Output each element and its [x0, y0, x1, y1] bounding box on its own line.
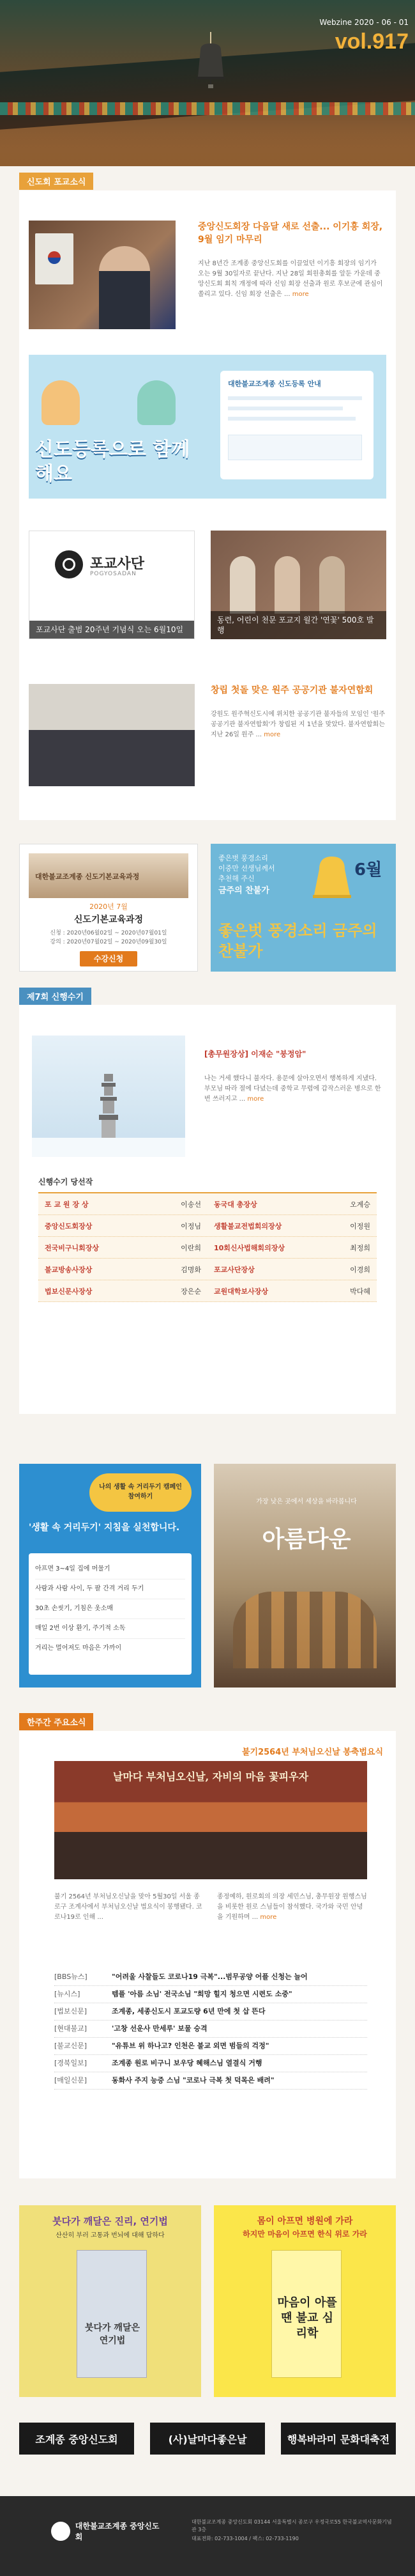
news-source: [불교신문]	[54, 2042, 87, 2050]
nominee-award: 불교방송사장상	[45, 1265, 93, 1274]
hymn-big-title: 좋은벗 풍경소리 금주의 찬불가	[218, 921, 377, 960]
signup-card	[220, 371, 374, 479]
nominee-cell	[38, 1264, 207, 1275]
campaign-item: 30초 손씻기, 기침은 옷소매	[35, 1599, 185, 1619]
nominee-award: 포 교 원 장 상	[45, 1200, 89, 1209]
news-main-photo[interactable]	[54, 1761, 367, 1879]
course-image-label: 대한불교조계종 신도기본교육과정	[35, 873, 140, 881]
campaign-item: 거리는 멀어져도 마음은 가까이	[35, 1645, 122, 1652]
nominee-row	[38, 1259, 377, 1280]
nominee-cell	[38, 1243, 207, 1253]
nominee-cell	[207, 1243, 377, 1253]
promo-lotus[interactable]	[211, 531, 386, 639]
promo-left-caption: 포교사단 출범 20주년 기념식 오는 6월10일	[29, 621, 194, 639]
contest-image	[32, 1036, 185, 1157]
footer-org-name: 대한불교조계종 중앙신도회	[75, 2522, 160, 2541]
book2-cover-title: 마음이 아플 땐 불교 심리학	[277, 2296, 337, 2340]
book1-cover-title: 붓다가 깨달은 연기법	[84, 2323, 140, 2346]
pogyosadan-logo-text: 포교사단	[90, 556, 145, 572]
nominee-row	[38, 1215, 377, 1237]
nominee-award: 전국비구니회장상	[45, 1243, 100, 1252]
section-tag-weekly: 한주간 주요소식	[19, 1713, 93, 1730]
hymn-banner[interactable]	[211, 844, 396, 972]
nominee-award: 동국대 총장상	[214, 1200, 257, 1209]
book1-cover	[77, 2250, 147, 2378]
news-list-item[interactable]	[54, 2055, 367, 2072]
campaign-item: 사람과 사람 사이, 두 팔 간격 거리 두기	[35, 1579, 185, 1599]
news-main-body-left: 불기 2564년 부처님오신날을 맞아 5월30일 서울 종로구 조계사에서 부처님오신날 법요식이 봉행됐다. 코로나19로 인해 ...	[54, 1893, 202, 1921]
distancing-campaign[interactable]	[19, 1464, 201, 1688]
article1-title[interactable]: 중앙신도회장 다음달 새로 선출... 이기흥 회장, 9월 임기 마무리	[198, 222, 383, 245]
nominee-award: 법보신문사장상	[45, 1287, 93, 1296]
news-list-item[interactable]	[54, 2003, 367, 2021]
nominee-name: 최정희	[350, 1243, 370, 1252]
nominee-name: 이정님	[181, 1222, 201, 1230]
vol-number: vol.917	[335, 29, 409, 54]
footer-contact: 대표전화: 02-733-1004 / 팩스: 02-733-1190	[192, 2536, 299, 2541]
speaker-figure	[99, 246, 150, 329]
news-list-item[interactable]	[54, 1969, 367, 1986]
nominee-name: 이경희	[350, 1265, 370, 1274]
course-apply-button[interactable]: 수강신청	[80, 951, 137, 966]
campaign-box	[29, 1553, 192, 1675]
article2-title[interactable]: 창립 첫돌 맞은 원주 공공기관 불자연합회	[211, 685, 374, 695]
book2-headline1: 몸이 아프면 병원에 가라	[257, 2216, 353, 2226]
poster-sub: 가장 낮은 곳에서 세상을 바라봅니다	[256, 1498, 357, 1505]
news-headline[interactable]: "어려울 사찰들도 코로나19 극복"...범무공양 어플 신청는 늘어	[112, 1973, 308, 1981]
article1-body	[198, 259, 383, 310]
news-main-title[interactable]: 불기2564년 부처님오신날 봉축법요식	[241, 1748, 383, 1757]
nominee-cell	[38, 1286, 207, 1296]
news-source: [매일신문]	[54, 2076, 87, 2084]
book1-headline2: 산산히 부러 고통과 번뇌에 대해 답하다	[56, 2232, 165, 2239]
article1-more-link[interactable]: more	[292, 291, 309, 298]
nominee-row	[38, 1237, 377, 1259]
news-list-item[interactable]	[54, 2021, 367, 2038]
news-list	[54, 1969, 367, 2090]
news-main-text-right: 종정예하, 원로회의 의장 세민스님, 총무원장 원행스님을 비롯한 원로 스님들이 참석했다. 국가와 국민 안녕을 기원하며 ...	[217, 1893, 367, 1921]
contest-text: 나는 거세 했다니 불자다. 용문에 살아오면서 행복하게 지냈다. 부모님 따라 절에 다녔는데 중학교 무렵에 갑작스러운 병으로 한 번 쓰러지고 ...	[204, 1075, 381, 1103]
mascot-right	[137, 380, 176, 425]
article1-text: 지난 8년간 조계종 중앙신도회를 이끌었던 이기흥 회장의 임기가 오는 9월 30일자로 끝난다. 지난 28일 회원총회를 앞둔 가운데 중앙신도회 회칙 개정에 따라 신임 회장 선출과 원로 후보군에 관심이 쏠리고 있다. 신임 회장 선출은 ...	[198, 260, 383, 298]
footer-button-sindohoe[interactable]: 조계종 중앙신도회	[19, 2423, 134, 2455]
news-headline[interactable]: 조계종 원로 비구니 보우당 혜해스님 열결식 거행	[112, 2059, 262, 2067]
news-source: [법보신문]	[54, 2007, 87, 2015]
campaign-item: 아프면 3~4일 집에 머물기	[35, 1560, 185, 1579]
nominee-cell	[207, 1221, 377, 1231]
news-headline[interactable]: 템플 '아름 소님' 전국소님 "희망 힐지 청으면 시련도 소중"	[112, 1990, 292, 1998]
footer-logo-icon	[51, 2522, 70, 2541]
course-title: 신도기본교육과정	[73, 915, 144, 925]
signup-card-text: 대한불교조계종 신도등록 안내	[228, 380, 321, 388]
nominee-row	[38, 1280, 377, 1302]
movie-poster[interactable]	[214, 1464, 396, 1688]
news-main-banner: 날마다 부처님오신날, 자비의 마음 꽃피우자	[112, 1771, 309, 1783]
news-list-item[interactable]	[54, 2038, 367, 2055]
section-tag-news: 신도회 포교소식	[19, 173, 93, 190]
course-schedule2: 강의 : 2020년07월02일 ~ 2020년09월30일	[50, 939, 167, 945]
campaign-headline: '생활 속 거리두기' 지침을 실천합니다.	[29, 1523, 180, 1533]
signup-title: 신도등록으로 함께해요	[35, 438, 190, 485]
nominee-name: 김명화	[181, 1265, 201, 1274]
pagoda-strip	[0, 128, 415, 166]
nominee-cell	[207, 1286, 377, 1296]
news-main-more-link[interactable]: more	[260, 1914, 277, 1921]
nominee-award: 포교사단장상	[214, 1265, 255, 1274]
article2-text: 강원도 원주혁신도시에 위치한 공공기관 불자들의 모임인 '원주 공공기관 불자연합회'가 창립된 지 1년을 맞았다. 불자연합회는 지난 26일 원주 ...	[211, 711, 385, 738]
nominee-cell	[207, 1199, 377, 1209]
course-year: 2020년 7월	[89, 903, 128, 911]
nominee-name: 장은순	[181, 1287, 201, 1296]
roof-dancheong	[0, 102, 415, 115]
nominee-cell	[207, 1264, 377, 1275]
article2-body	[211, 710, 386, 786]
news-source: [경북일보]	[54, 2059, 87, 2067]
nominee-name: 오계승	[350, 1200, 370, 1209]
pogyosadan-logo-icon	[55, 550, 83, 578]
news-headline[interactable]: '고창 선운사 만세루' 보물 승격	[112, 2024, 207, 2033]
webzine-label: Webzine 2020 - 06 - 01	[319, 18, 409, 27]
book2-cover	[271, 2250, 342, 2378]
book2-headline2: 하지만 마음이 아프면 한식 위로 가라	[243, 2230, 367, 2238]
campaign-bubble: 나의 생활 속 거리두기 캠페인 참여하기	[89, 1473, 192, 1512]
news-list-item[interactable]	[54, 1986, 367, 2003]
news-headline[interactable]: "유튜브 위 하나고? 인천은 불교 외면 범들의 걱정"	[112, 2042, 269, 2050]
book-ad-1[interactable]	[19, 2205, 201, 2397]
nominee-award: 교원대학보사장상	[214, 1287, 269, 1296]
hymn-line2: 이중만 선생님께서	[218, 864, 275, 873]
pagoda-icon	[99, 1067, 118, 1144]
news-headline[interactable]: 조계종, 세종신도시 포교도량 6년 만에 첫 삽 뜬다	[112, 2007, 266, 2015]
nominee-award: 생활불교전법회의장상	[214, 1222, 282, 1230]
nominee-table	[38, 1192, 377, 1302]
hymn-line1: 좋은벗 풍경소리	[218, 854, 268, 862]
nominee-cell	[38, 1199, 207, 1209]
nominee-award: 중앙신도회장상	[45, 1222, 93, 1230]
nominee-cell	[38, 1221, 207, 1231]
nominee-award: 10회신사법해회의장상	[214, 1243, 285, 1252]
contest-more-link[interactable]: more	[247, 1096, 264, 1103]
hymn-line3: 추천해 주신	[218, 874, 255, 883]
mascot-left	[42, 380, 80, 425]
poster-title: 아름다운	[262, 1526, 351, 1553]
course-image	[29, 853, 188, 898]
news-source: [현대불교]	[54, 2024, 87, 2033]
nominee-name: 이송선	[181, 1200, 201, 1209]
contest-title[interactable]: [총무원장상] 이재순 "붕정암"	[204, 1050, 306, 1059]
footer-logo	[51, 2515, 166, 2547]
news-list-item[interactable]	[54, 2072, 367, 2090]
bell-icon	[192, 32, 230, 89]
promo-pogyosadan[interactable]	[29, 531, 195, 639]
hymn-bell-icon	[306, 850, 358, 908]
promo-right-caption: 동련, 어린이 천문 포교지 월간 '연꽃' 500호 발행	[211, 611, 386, 639]
contest-body	[204, 1074, 383, 1138]
footer-address: 대한불교조계종 중앙신도회 03144 서울특별시 종로구 우정국로55 한국불교역사문화기념관 3층	[192, 2519, 392, 2533]
article2-more-link[interactable]: more	[264, 731, 281, 738]
signup-banner[interactable]	[29, 355, 386, 499]
nominee-name: 이정원	[350, 1222, 370, 1230]
news-headline[interactable]: 동화사 주지 능증 스님 "코로나 극복 첫 덕목은 배려"	[112, 2076, 275, 2084]
hymn-month: 6월	[354, 860, 382, 880]
section-tag-contest: 제7회 신행수기	[19, 988, 91, 1005]
book-ad-2[interactable]	[214, 2205, 396, 2397]
campaign-item: 매일 2번 이상 환기, 주기적 소독	[35, 1619, 185, 1639]
nominee-list-title: 신행수기 당선작	[38, 1177, 93, 1186]
hymn-line4: 금주의 찬불가	[218, 886, 269, 896]
book1-headline1: 붓다가 깨달은 진리, 연기법	[52, 2215, 168, 2227]
news-main-body-right	[217, 1892, 367, 1943]
pogyosadan-logo-en: POGYOSADAN	[90, 571, 137, 577]
course-schedule1: 신청 : 2020년06월02일 ~ 2020년07월01일	[50, 930, 167, 936]
nominee-name: 박다혜	[350, 1287, 370, 1296]
news-source: [뉴시스]	[54, 1990, 80, 1998]
nominee-name: 이란희	[181, 1243, 201, 1252]
footer-button-festival[interactable]: 행복바라미 문화대축전	[281, 2423, 396, 2455]
article1-thumb[interactable]	[29, 221, 176, 329]
nominee-row	[38, 1193, 377, 1215]
header-banner	[0, 0, 415, 166]
flag-icon	[35, 233, 73, 284]
news-source: [BBS뉴스]	[54, 1973, 87, 1981]
footer-button-goodday[interactable]: (사)날마다좋은날	[150, 2423, 265, 2455]
article2-thumb[interactable]	[29, 684, 195, 786]
